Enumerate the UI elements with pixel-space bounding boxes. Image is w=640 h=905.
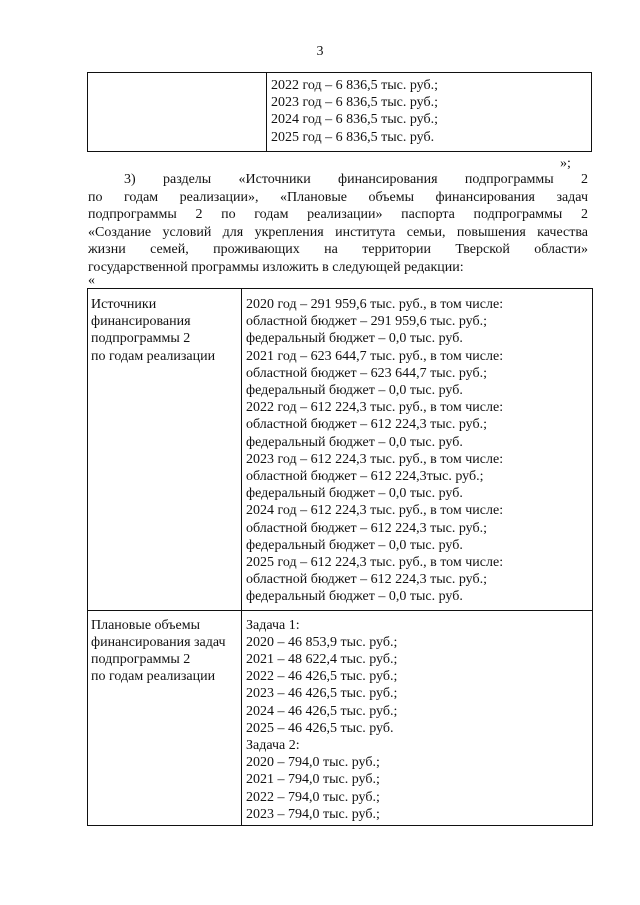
paragraph-line: жизни семей, проживающих на территории Тверской области» (88, 242, 588, 257)
value-line: областной бюджет – 623 644,7 тыс. руб.; (246, 365, 487, 381)
page-number: 3 (316, 44, 324, 59)
value-line: федеральный бюджет – 0,0 тыс. руб. (246, 486, 463, 502)
label-line: финансирования (91, 314, 191, 330)
label-line: подпрограммы 2 (91, 331, 191, 347)
value-line: 2023 – 46 426,5 тыс. руб.; (246, 686, 398, 702)
value-line: федеральный бюджет – 0,0 тыс. руб. (246, 331, 463, 347)
value-line: 2024 – 46 426,5 тыс. руб.; (246, 703, 398, 719)
label-line: по годам реализации (91, 669, 216, 685)
amount-line: 2023 год – 6 836,5 тыс. руб.; (271, 95, 438, 111)
amendment-paragraph (88, 171, 588, 276)
value-line: 2023 год – 612 224,3 тыс. руб., в том числе: (246, 451, 504, 467)
value-line: федеральный бюджет – 0,0 тыс. руб. (246, 434, 463, 450)
paragraph-line: «Создание условий для укрепления института семьи, повышения качества (88, 224, 588, 240)
value-line: федеральный бюджет – 0,0 тыс. руб. (246, 589, 463, 605)
row-value-cell (242, 610, 593, 825)
table-row (88, 73, 592, 152)
value-line: 2023 – 794,0 тыс. руб.; (246, 806, 380, 822)
opening-quote: « (88, 273, 95, 288)
empty-cell (88, 73, 267, 152)
table-row (88, 610, 593, 825)
value-line: 2020 год – 291 959,6 тыс. руб., в том числе: (246, 297, 504, 312)
value-line: 2022 год – 612 224,3 тыс. руб., в том числе: (246, 400, 504, 416)
value-line: 2022 – 794,0 тыс. руб.; (246, 789, 380, 805)
value-line: 2025 год – 612 224,3 тыс. руб., в том числе: (246, 555, 504, 571)
label-line: подпрограммы 2 (91, 652, 191, 668)
label-line: финансирования задач (91, 634, 226, 650)
value-line: 2022 – 46 426,5 тыс. руб.; (246, 669, 398, 685)
closing-quote: »; (560, 156, 571, 171)
value-line: 2025 – 46 426,5 тыс. руб. (246, 720, 394, 736)
amount-line: 2022 год – 6 836,5 тыс. руб.; (271, 78, 438, 93)
label-line: Источники (91, 297, 157, 312)
value-line: Задача 1: (246, 617, 300, 633)
continued-table (87, 72, 592, 152)
financing-table (87, 288, 593, 826)
paragraph-line: по годам реализации», «Плановые объемы финансирования задач (88, 189, 588, 205)
year-amounts-cell (267, 73, 592, 152)
paragraph-line: подпрограммы 2 по годам реализации» паспорта подпрограммы 2 (88, 207, 588, 222)
row-label-cell (88, 610, 242, 825)
value-line: 2021 год – 623 644,7 тыс. руб., в том числе: (246, 348, 504, 364)
value-line: 2021 – 48 622,4 тыс. руб.; (246, 652, 398, 668)
value-line: областной бюджет – 291 959,6 тыс. руб.; (246, 314, 487, 330)
value-line: федеральный бюджет – 0,0 тыс. руб. (246, 537, 463, 553)
value-line: федеральный бюджет – 0,0 тыс. руб. (246, 383, 463, 399)
row-value-cell (242, 289, 593, 611)
paragraph-line: государственной программы изложить в следующей редакции: (88, 259, 464, 275)
value-line: областной бюджет – 612 224,3 тыс. руб.; (246, 520, 487, 536)
label-line: по годам реализации (91, 348, 216, 364)
table-row (88, 289, 593, 611)
value-line: 2024 год – 612 224,3 тыс. руб., в том числе: (246, 503, 504, 519)
paragraph-line: 3) разделы «Источники финансирования подпрограммы 2 (124, 172, 588, 187)
amount-line: 2024 год – 6 836,5 тыс. руб.; (271, 112, 438, 128)
amount-line: 2025 год – 6 836,5 тыс. руб. (271, 129, 435, 145)
value-line: областной бюджет – 612 224,3 тыс. руб.; (246, 572, 487, 588)
value-line: 2021 – 794,0 тыс. руб.; (246, 772, 380, 788)
label-line: Плановые объемы (91, 617, 201, 633)
row-label-cell (88, 289, 242, 611)
value-line: Задача 2: (246, 738, 300, 754)
value-line: областной бюджет – 612 224,3 тыс. руб.; (246, 417, 487, 433)
value-line: областной бюджет – 612 224,3тыс. руб.; (246, 469, 484, 485)
value-line: 2020 – 46 853,9 тыс. руб.; (246, 634, 398, 650)
value-line: 2020 – 794,0 тыс. руб.; (246, 755, 380, 771)
